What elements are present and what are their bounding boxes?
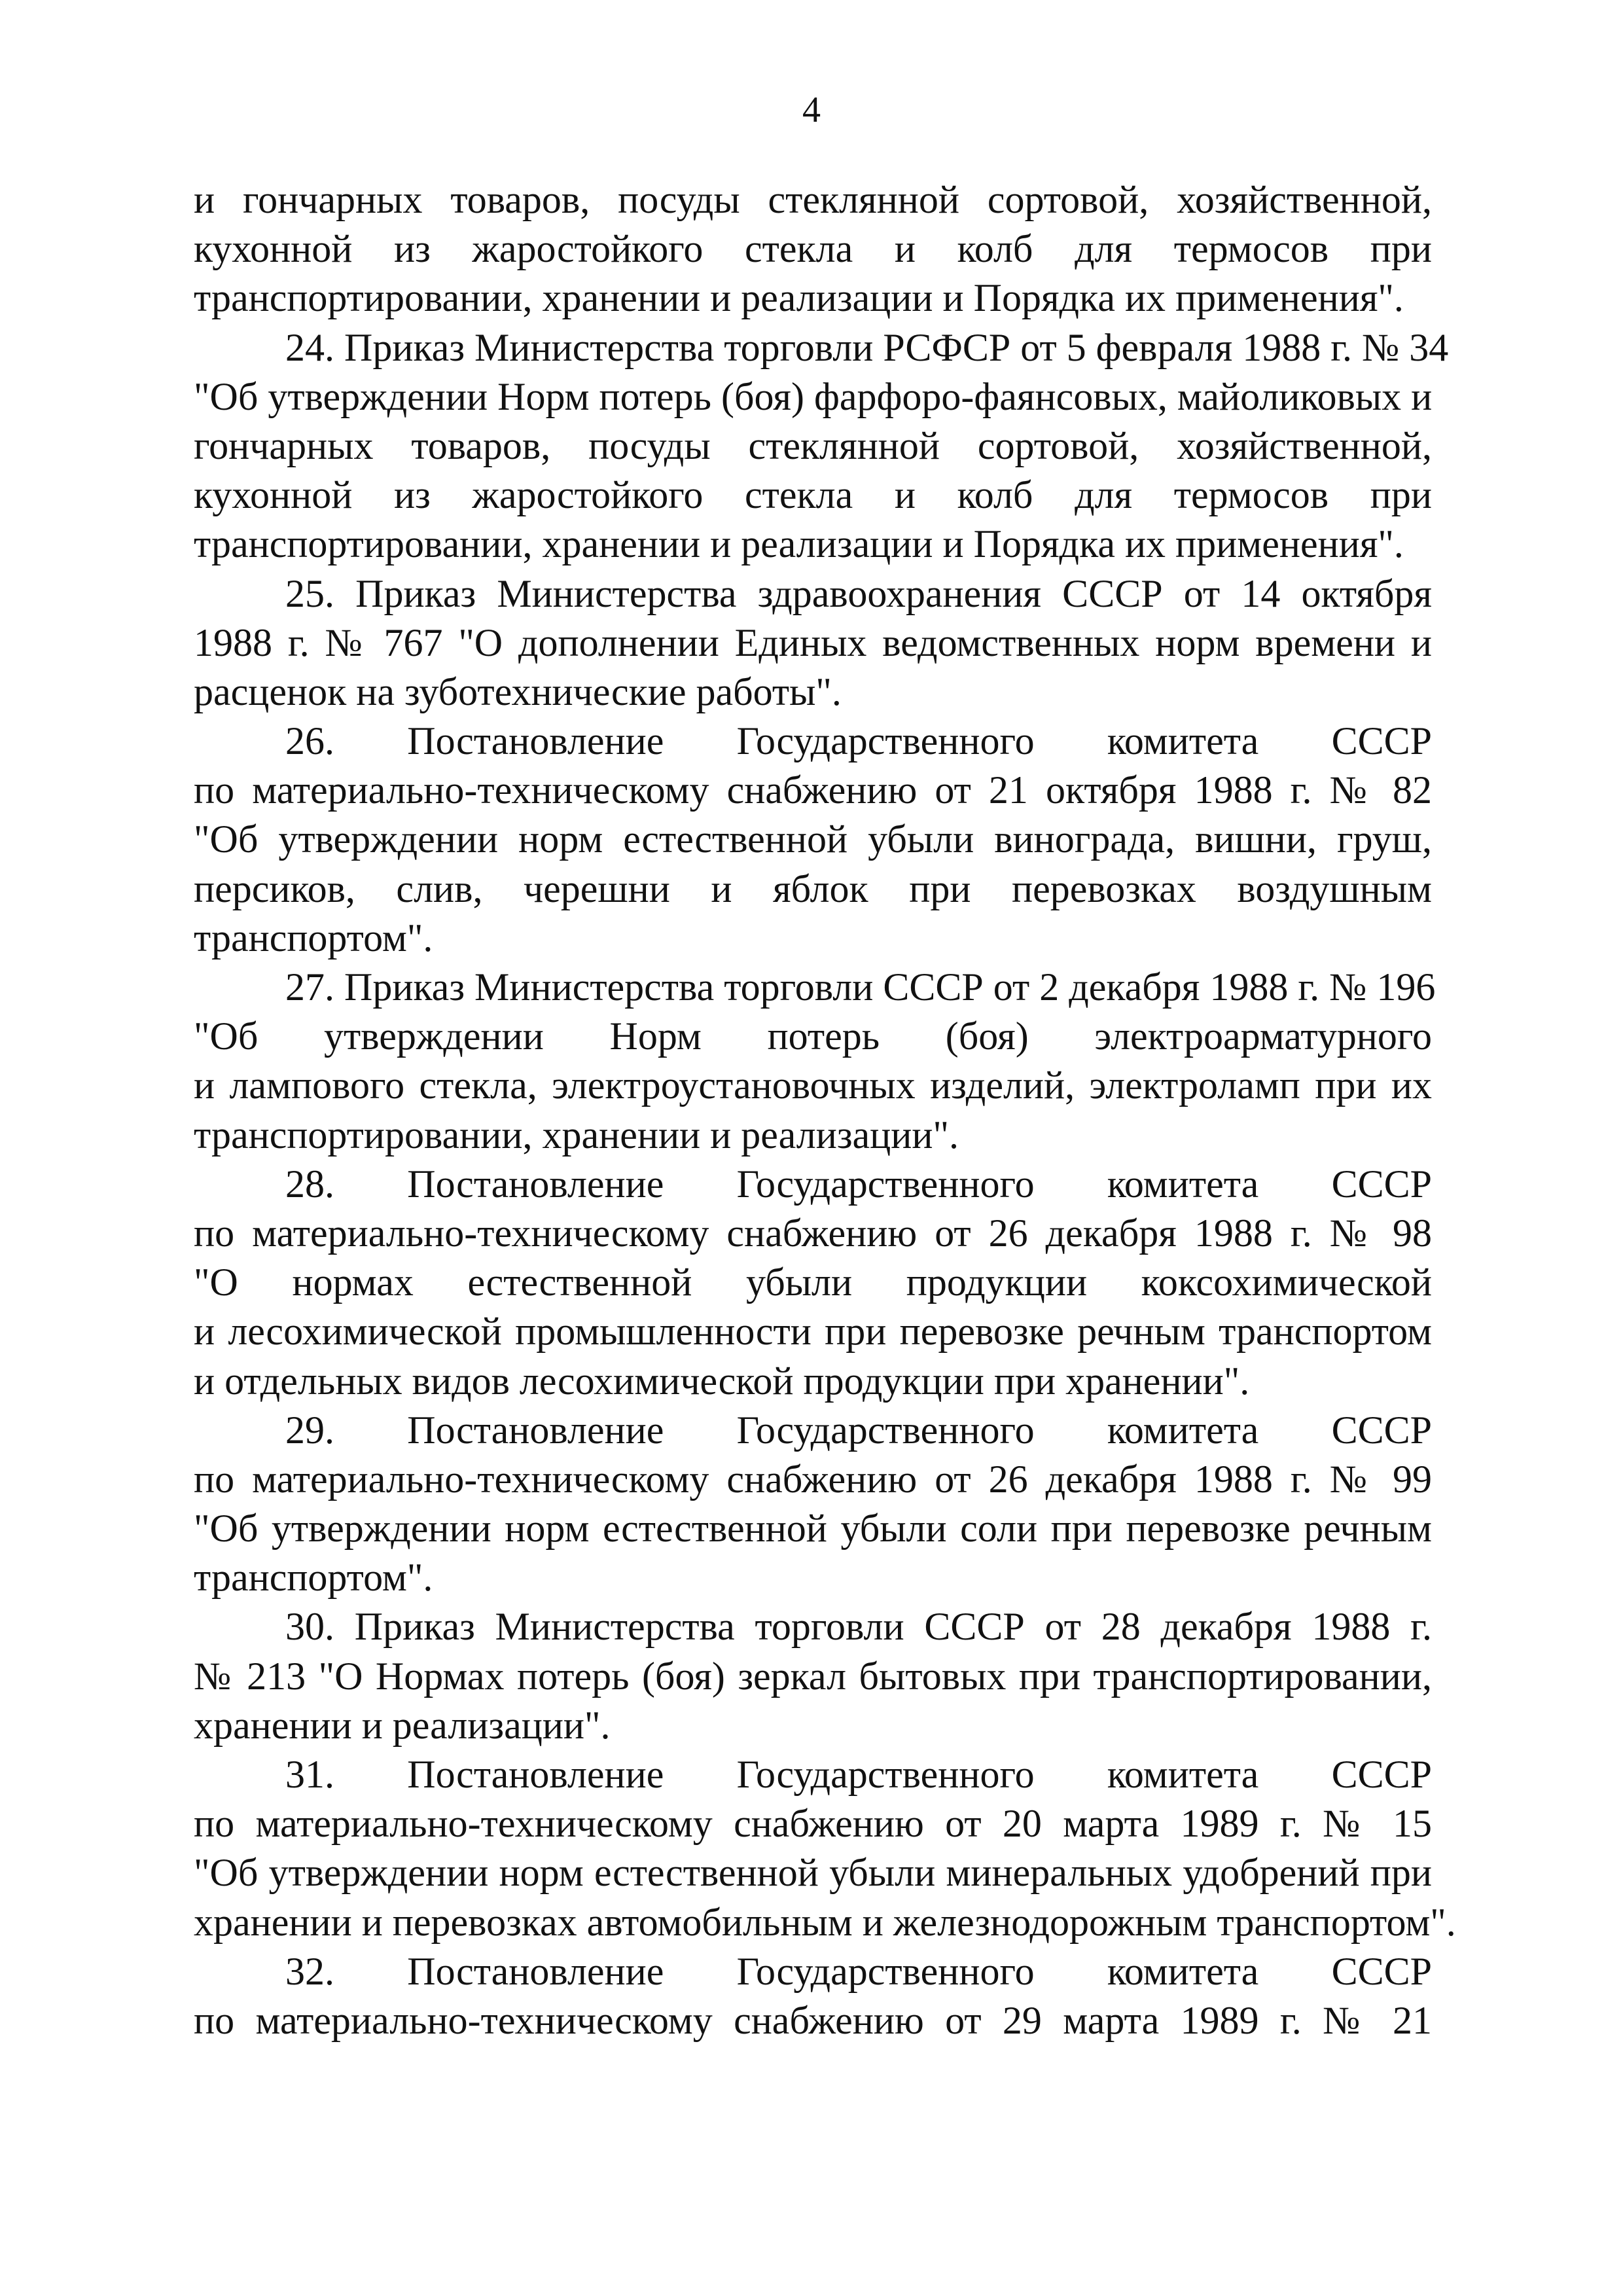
text-line: по материально-техническому снабжению от 26 декабря 1988 г. № 99	[194, 1457, 1432, 1501]
text-line: "Об утверждении Норм потерь (боя) электроарматурного	[194, 1014, 1432, 1058]
text-line: по материально-техническому снабжению от 29 марта 1989 г. № 21	[194, 1998, 1432, 2042]
list-item-start-line: 24. Приказ Министерства торговли РСФСР от 5 февраля 1988 г. № 34	[285, 325, 1449, 369]
text-line: по материально-техническому снабжению от 21 октября 1988 г. № 82	[194, 768, 1432, 812]
text-line: хранении и реализации".	[194, 1703, 611, 1747]
text-line: транспортировании, хранении и реализации".	[194, 1113, 959, 1157]
list-item-start-line: 28. Постановление Государственного комитета СССР	[285, 1162, 1432, 1206]
list-item-start-line: 31. Постановление Государственного комитета СССР	[285, 1753, 1432, 1796]
text-line: транспортом".	[194, 916, 433, 960]
text-line: персиков, слив, черешни и яблок при перевозках воздушным	[194, 867, 1432, 910]
text-line: "О нормах естественной убыли продукции коксохимической	[194, 1261, 1432, 1304]
text-line: "Об утверждении норм естественной убыли винограда, вишни, груш,	[194, 817, 1432, 861]
document-body	[194, 175, 1456, 2045]
text-line: и гончарных товаров, посуды стеклянной сортовой, хозяйственной,	[194, 178, 1432, 221]
text-line: и лампового стекла, электроустановочных изделий, электроламп при их	[194, 1064, 1432, 1107]
text-line: "Об утверждении Норм потерь (боя) фарфоро-фаянсовых, майоликовых и	[194, 374, 1433, 418]
text-line: транспортировании, хранении и реализации и Порядка их применения".	[194, 276, 1404, 320]
text-line: "Об утверждении норм естественной убыли минеральных удобрений при	[194, 1851, 1432, 1895]
page-number: 4	[802, 90, 821, 130]
list-item-start-line: 30. Приказ Министерства торговли СССР от 28 декабря 1988 г.	[285, 1605, 1432, 1649]
text-line: кухонной из жаростойкого стекла и колб для термосов при	[194, 227, 1432, 271]
text-line: "Об утверждении норм естественной убыли соли при перевозке речным	[194, 1507, 1432, 1551]
text-line: гончарных товаров, посуды стеклянной сортовой, хозяйственной,	[194, 423, 1432, 467]
list-item-start-line: 32. Постановление Государственного комитета СССР	[285, 1949, 1432, 1993]
list-item-start-line: 25. Приказ Министерства здравоохранения СССР от 14 октября	[285, 571, 1432, 615]
list-item-start-line: 27. Приказ Министерства торговли СССР от 2 декабря 1988 г. № 196	[285, 965, 1436, 1009]
text-line: по материально-техническому снабжению от 26 декабря 1988 г. № 98	[194, 1211, 1432, 1255]
text-line: транспортом".	[194, 1556, 433, 1600]
text-line: и лесохимической промышленности при перевозке речным транспортом	[194, 1310, 1432, 1354]
text-line: и отдельных видов лесохимической продукции при хранении".	[194, 1359, 1250, 1403]
text-line: № 213 "О Нормах потерь (боя) зеркал бытовых при транспортировании,	[194, 1654, 1432, 1698]
text-line: 1988 г. № 767 "О дополнении Единых ведомственных норм времени и	[194, 620, 1432, 664]
text-line: транспортировании, хранении и реализации и Порядка их применения".	[194, 522, 1404, 566]
text-line: кухонной из жаростойкого стекла и колб для термосов при	[194, 473, 1432, 517]
text-line: по материально-техническому снабжению от 20 марта 1989 г. № 15	[194, 1802, 1432, 1846]
list-item-start-line: 29. Постановление Государственного комитета СССР	[285, 1408, 1432, 1452]
text-line: расценок на зуботехнические работы".	[194, 670, 842, 713]
text-line: хранении и перевозках автомобильным и железнодорожным транспортом".	[194, 1900, 1456, 1944]
list-item-start-line: 26. Постановление Государственного комитета СССР	[285, 719, 1432, 763]
